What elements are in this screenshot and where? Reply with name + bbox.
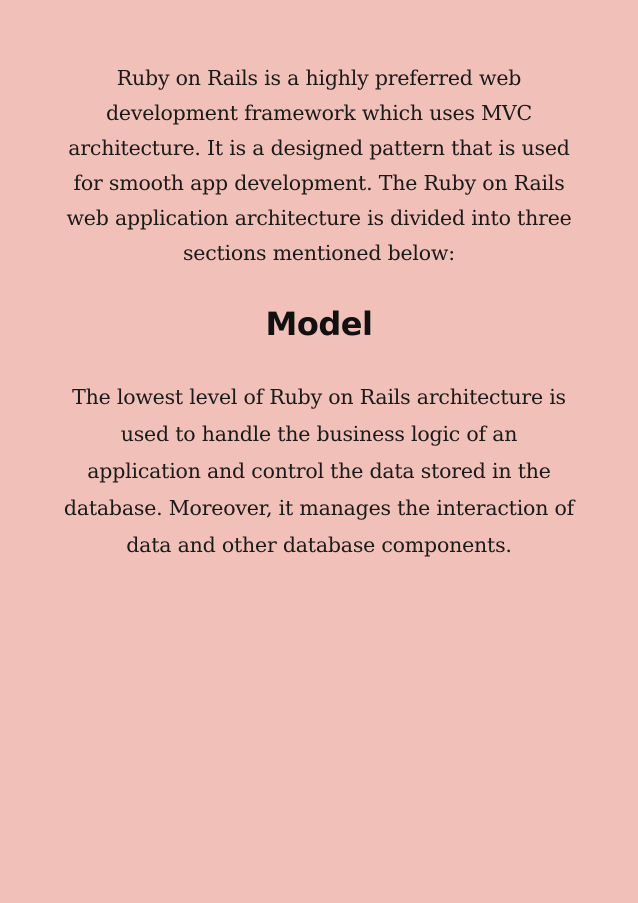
intro-paragraph: Ruby on Rails is a highly preferred web development framework which uses MVC architecture. It is a designed pattern that is used for smooth app development. The Ruby on Rails web application architecture is divided into three sections mentioned below: <box>66 66 572 265</box>
section-paragraph: The lowest level of Ruby on Rails architecture is used to handle the business logic of an application and control the data stored in the database. Moreover, it manages the interaction of data and other database components. <box>63 385 575 557</box>
section-heading: Model <box>265 305 373 344</box>
